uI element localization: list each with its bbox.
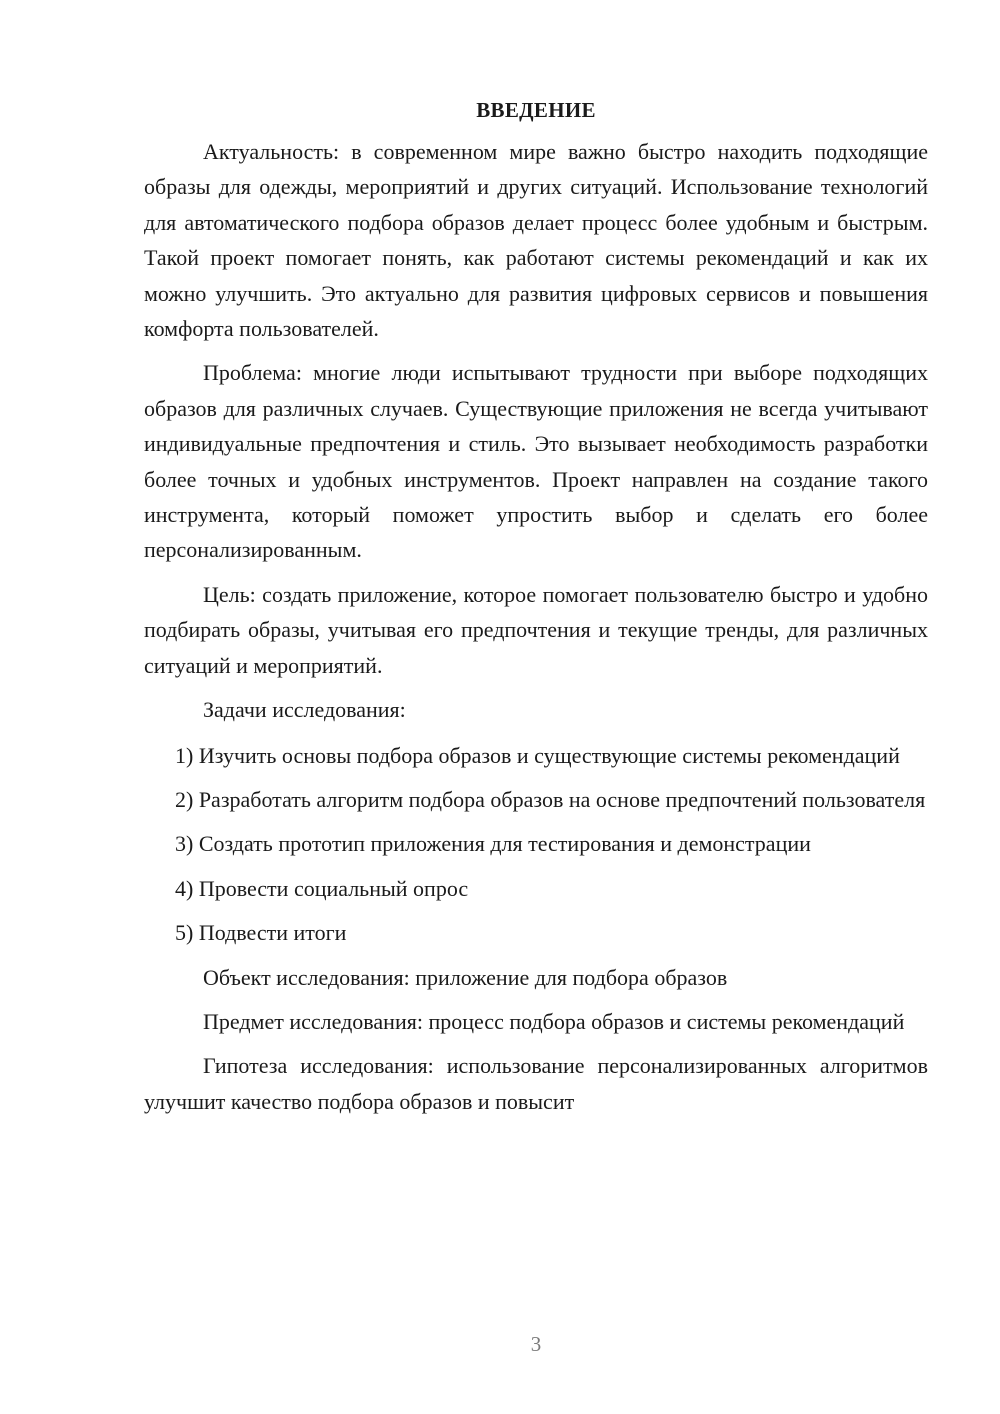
paragraph-tasks-heading: Задачи исследования: [203, 697, 406, 723]
paragraph-problem: Проблема: многие люди испытывают трудности при выборе подходящих образов для различных случаев. Существующие приложения не всегда учитывают индивидуальные предпочтения и стиль. Это вызывает необходимость разработки более точных и удобных инструментов. Проект направлен на создание такого инструмента, который поможет упростить выбор и сделать его более персонализированным. [144, 360, 928, 563]
task-item-1: 1) Изучить основы подбора образов и существующие системы рекомендаций [175, 742, 900, 768]
paragraph-object: Объект исследования: приложение для подбора образов [203, 964, 728, 990]
paragraph-subject: Предмет исследования: процесс подбора образов и системы рекомендаций [203, 1008, 905, 1034]
task-item-4: 4) Провести социальный опрос [175, 875, 469, 901]
paragraph-hypothesis: Гипотеза исследования: использование персонализированных алгоритмов улучшит качество подбора образов и повысит [144, 1053, 928, 1114]
page-number: 3 [530, 1332, 542, 1356]
document-page [144, 92, 928, 1128]
task-item-5: 5) Подвести итоги [175, 920, 347, 946]
section-title: ВВЕДЕНИЕ [476, 98, 596, 122]
task-item-2: 2) Разработать алгоритм подбора образов на основе предпочтений пользователя [175, 786, 926, 812]
task-item-3: 3) Создать прототип приложения для тестирования и демонстрации [175, 831, 811, 857]
paragraph-relevance: Актуальность: в современном мире важно быстро находить подходящие образы для одежды, мероприятий и других ситуаций. Использование технологий для автоматического подбора образов делает процесс более удобным и быстрым. Такой проект помогает понять, как работают системы рекомендаций и как их можно улучшить. Это актуально для развития цифровых сервисов и повышения комфорта пользователей. [144, 139, 928, 342]
paragraph-goal: Цель: создать приложение, которое помогает пользователю быстро и удобно подбирать образы, учитывая его предпочтения и текущие тренды, для различных ситуаций и мероприятий. [144, 581, 928, 678]
